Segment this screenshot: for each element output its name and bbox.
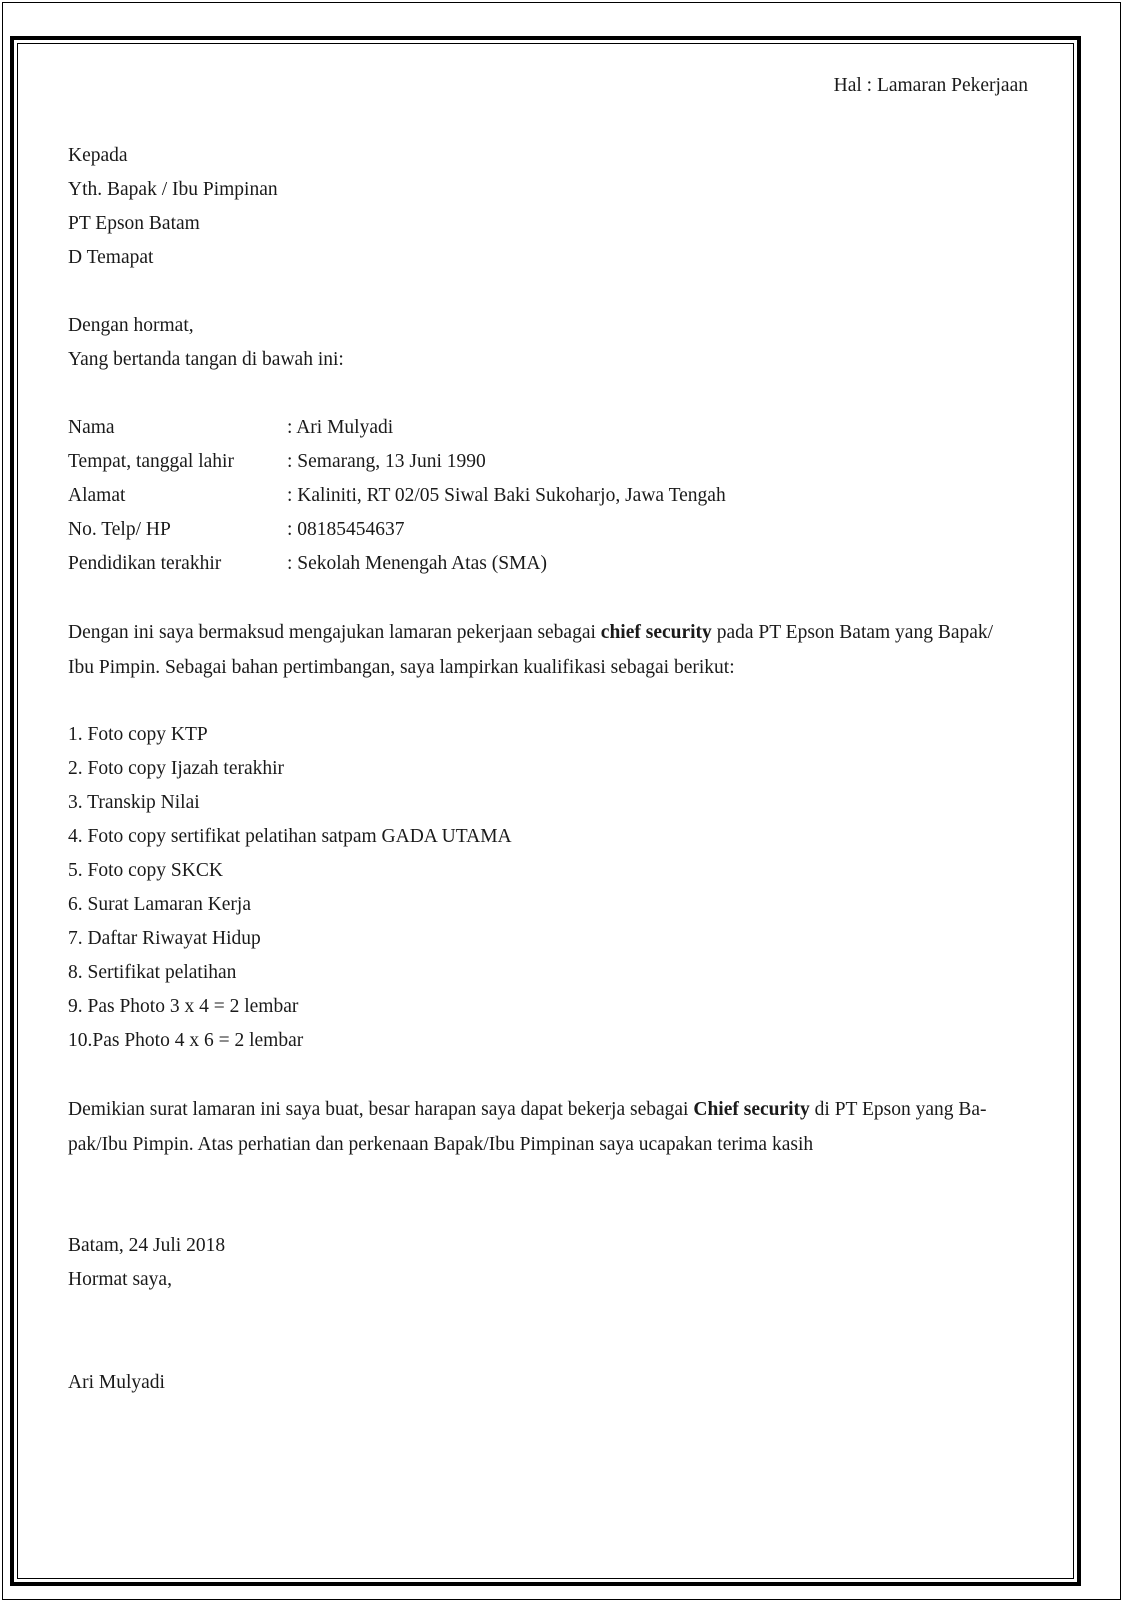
sign-off: Hormat saya,	[68, 1269, 172, 1290]
field-label: Alamat	[68, 485, 126, 506]
body-paragraph	[68, 616, 1028, 685]
body-line: Ibu Pimpin. Sebagai bahan pertimbangan, saya lampirkan kualifikasi sebagai berikut:	[68, 656, 735, 678]
closing-line: Demikian surat lamaran ini saya buat, besar harapan saya dapat bekerja sebagai Chief security di PT Epson yang Ba-	[68, 1099, 987, 1120]
field-value: : Ari Mulyadi	[287, 417, 394, 438]
field-label: Nama	[68, 417, 115, 438]
attachment-item: 8. Sertifikat pelatihan	[68, 962, 237, 983]
attachment-item: 2. Foto copy Ijazah terakhir	[68, 758, 285, 779]
attachment-item: 4. Foto copy sertifikat pelatihan satpam GADA UTAMA	[68, 826, 512, 847]
closing-line: pak/Ibu Pimpin. Atas perhatian dan perkenaan Bapak/Ibu Pimpinan saya ucapakan terima kasih	[68, 1133, 814, 1155]
greeting: Dengan hormat,	[68, 315, 194, 336]
field-label: Tempat, tanggal lahir	[68, 451, 234, 472]
attachment-item: 10.Pas Photo 4 x 6 = 2 lembar	[68, 1030, 304, 1051]
attachment-item: 3. Transkip Nilai	[68, 792, 200, 813]
attachment-item: 5. Foto copy SKCK	[68, 860, 223, 881]
recipient-line: D Temapat	[68, 247, 154, 268]
recipient-line: Yth. Bapak / Ibu Pimpinan	[68, 179, 278, 200]
letter-subject: Hal : Lamaran Pekerjaan	[833, 75, 1028, 96]
signatory-name: Ari Mulyadi	[68, 1372, 165, 1393]
recipient-line: Kepada	[68, 145, 128, 166]
attachment-item: 9. Pas Photo 3 x 4 = 2 lembar	[68, 996, 299, 1017]
closing-paragraph	[68, 1093, 1028, 1162]
body-line: Dengan ini saya bermaksud mengajukan lamaran pekerjaan sebagai chief security pada PT Epson Batam yang Bapak/	[68, 622, 994, 643]
field-value: : Kaliniti, RT 02/05 Siwal Baki Sukoharjo, Jawa Tengah	[287, 485, 726, 506]
attachment-item: 1. Foto copy KTP	[68, 724, 208, 745]
field-label: Pendidikan terakhir	[68, 553, 222, 574]
attachment-item: 6. Surat Lamaran Kerja	[68, 894, 252, 915]
field-value: : Semarang, 13 Juni 1990	[287, 451, 486, 472]
field-value: : Sekolah Menengah Atas (SMA)	[287, 553, 547, 574]
attachment-item: 7. Daftar Riwayat Hidup	[68, 928, 261, 949]
place-date: Batam, 24 Juli 2018	[68, 1235, 226, 1256]
intro-text: Yang bertanda tangan di bawah ini:	[68, 349, 344, 370]
recipient-line: PT Epson Batam	[68, 213, 200, 234]
field-value: : 08185454637	[287, 519, 405, 540]
field-label: No. Telp/ HP	[68, 519, 171, 540]
